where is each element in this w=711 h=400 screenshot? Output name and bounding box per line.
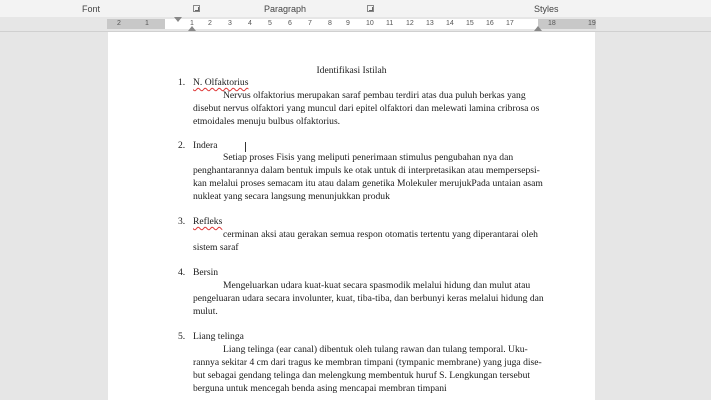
paragraph-line: mulut. xyxy=(193,306,218,317)
ruler-tick: 12 xyxy=(406,20,414,27)
ruler-tick: 5 xyxy=(268,20,272,27)
list-number: 4. xyxy=(178,267,186,278)
hanging-indent-marker[interactable] xyxy=(188,26,196,31)
paragraph-line: berguna untuk mencegah benda asing mencapai membran timpani xyxy=(193,383,447,394)
paragraph-line: disebut nervus olfaktori yang muncul dari epitel olfaktori dan melewati lamina cribrosa os xyxy=(193,103,540,114)
ruler-tick: 1 xyxy=(190,20,194,27)
paragraph-line: sistem saraf xyxy=(193,242,239,253)
text-cursor xyxy=(245,142,246,152)
ruler-tick: 13 xyxy=(426,20,434,27)
list-number: 2. xyxy=(178,140,186,151)
horizontal-ruler[interactable] xyxy=(0,17,711,32)
ruler-tick: 16 xyxy=(486,20,494,27)
ruler-tick: 14 xyxy=(446,20,454,27)
paragraph-line: penghantarannya dalam bentuk impuls ke otak untuk di interpretasikan atau mempersepsi- xyxy=(193,165,540,176)
ruler-tick: 10 xyxy=(366,20,374,27)
ruler-tick: 17 xyxy=(506,20,514,27)
list-number: 1. xyxy=(178,77,186,88)
paragraph-group-label: Paragraph xyxy=(264,4,307,14)
styles-group-label: Styles xyxy=(534,4,559,14)
list-number: 3. xyxy=(178,216,186,227)
ruler-tick: 1 xyxy=(145,20,149,27)
ruler-tick: 8 xyxy=(328,20,332,27)
ruler-tick: 15 xyxy=(466,20,474,27)
list-heading: Liang telinga xyxy=(193,331,244,342)
ruler-tick: 7 xyxy=(308,20,312,27)
list-number: 5. xyxy=(178,331,186,342)
document-body[interactable] xyxy=(108,32,595,400)
ruler-tick: 11 xyxy=(386,20,394,27)
paragraph-line: pengeluaran udara secara involunter, kuat, tiba-tiba, dan berbunyi keras melalui hidung dan xyxy=(193,293,544,304)
paragraph-line: etmoidales menuju bulbus olfaktorius. xyxy=(193,116,341,127)
ribbon-group-bar xyxy=(0,0,711,17)
document-page[interactable] xyxy=(108,32,595,400)
paragraph-dialog-launcher-icon[interactable] xyxy=(367,5,374,12)
paragraph-line: kan melalui proses semacam itu atau dalam genetika Molekuler merujukPada untaian asam xyxy=(193,178,543,189)
ruler-left-margin xyxy=(107,19,165,29)
ruler-tick: 18 xyxy=(548,20,556,27)
paragraph-line: Nervus olfaktorius merupakan saraf pembau terdiri atas dua puluh berkas yang xyxy=(223,90,526,101)
paragraph-line: Setiap proses Fisis yang meliputi penerimaan stimulus pengubahan nya dan xyxy=(223,152,514,163)
font-group-label: Font xyxy=(82,4,101,14)
ruler-tick: 3 xyxy=(228,20,232,27)
list-heading: N. Olfaktorius xyxy=(193,77,249,88)
paragraph-line: but sebagai gendang telinga dan melengkung membentuk huruf S. Lengkungan tersebut xyxy=(193,370,531,381)
list-heading: Refleks xyxy=(193,216,223,227)
paragraph-line: Mengeluarkan udara kuat-kuat secara spasmodik melalui hidung dan mulut atau xyxy=(223,280,531,291)
paragraph-line: Liang telinga (ear canal) dibentuk oleh tulang rawan dan tulang temporal. Uku- xyxy=(223,344,528,355)
ruler-tick: 2 xyxy=(117,20,121,27)
document-title: Identifikasi Istilah xyxy=(316,65,387,76)
font-dialog-launcher-icon[interactable] xyxy=(193,5,200,12)
paragraph-line: nukleat yang secara langsung menunjukkan produk xyxy=(193,191,390,202)
ruler-tick: 4 xyxy=(248,20,252,27)
ruler-tick: 9 xyxy=(346,20,350,27)
first-line-indent-marker[interactable] xyxy=(174,17,182,22)
list-heading: Bersin xyxy=(193,267,219,278)
paragraph-line: rannya sekitar 4 cm dari tragus ke membran timpani (tympanic membrane) yang juga dise- xyxy=(193,357,542,368)
paragraph-line: cerminan aksi atau gerakan semua respon otomatis tertentu yang diperantarai oleh xyxy=(223,229,538,240)
ruler-tick: 19 xyxy=(588,20,596,27)
ruler-tick: 6 xyxy=(288,20,292,27)
ruler-text-area xyxy=(165,19,538,29)
ruler-tick: 2 xyxy=(208,20,212,27)
list-heading: Indera xyxy=(193,140,218,151)
right-indent-marker[interactable] xyxy=(534,26,542,31)
